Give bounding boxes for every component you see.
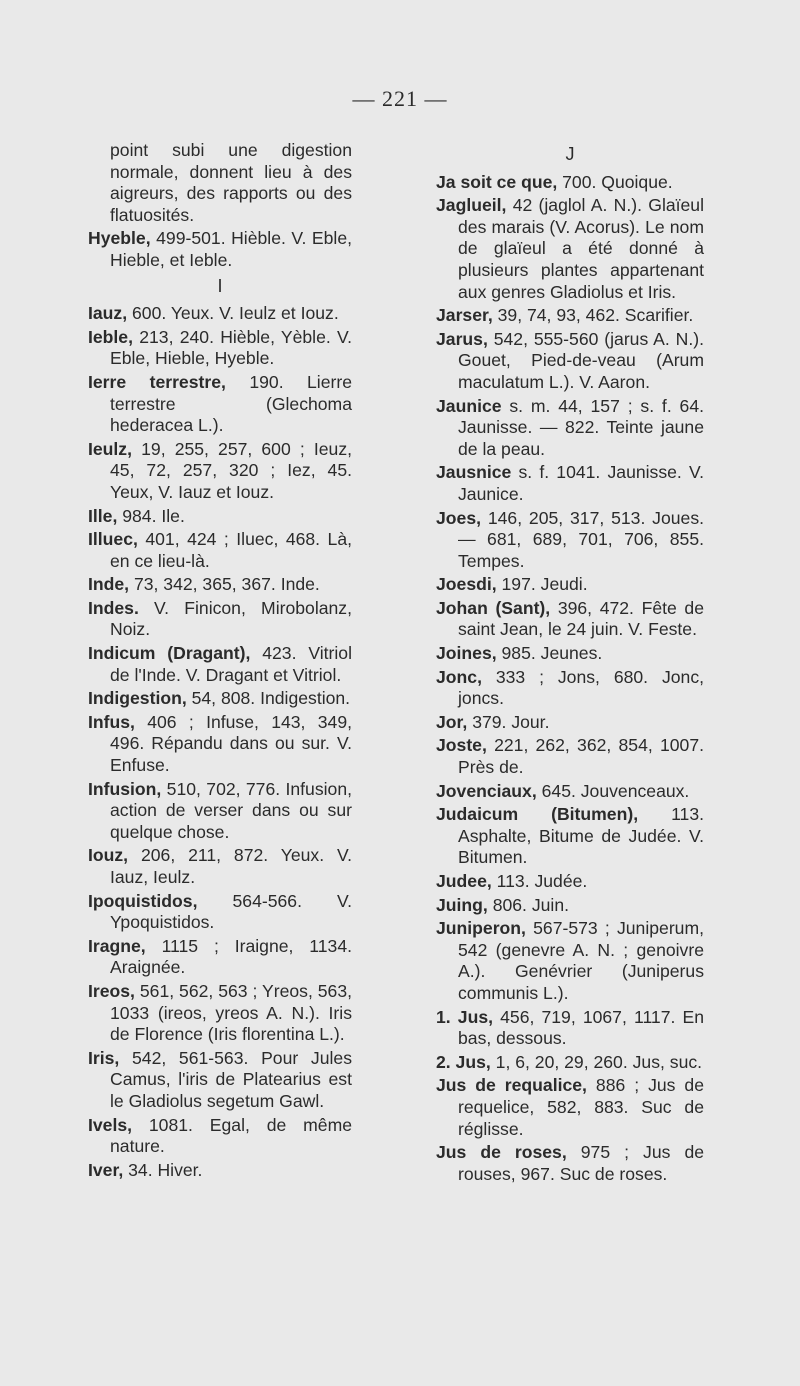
entry-text: 213, 240. Hièble, Yèble. V. Eble, Hieble, Hyeble.: [110, 326, 353, 369]
entry-headword: Ierre terrestre,: [88, 371, 226, 392]
dictionary-entry: [88, 1115, 352, 1158]
entry-headword: Ieulz,: [88, 438, 132, 459]
entry-text: 379. Jour.: [472, 711, 550, 732]
dictionary-entry: [88, 327, 352, 370]
entry-text: point subi une digestion normale, donnent lieu à des aigreurs, des rapports ou des flatuosités.: [110, 140, 352, 225]
left-column: [88, 140, 352, 1183]
section-letter-heading: I: [217, 275, 223, 296]
dictionary-entry: [436, 712, 704, 734]
entry-text: 1081. Egal, de même nature.: [110, 1114, 353, 1157]
entry-text: 396, 472. Fête de saint Jean, le 24 juin. V. Feste.: [458, 597, 704, 640]
dictionary-entry: [88, 891, 352, 934]
entry-headword: Joste,: [436, 735, 487, 756]
dictionary-entry: [88, 779, 352, 844]
entry-text: V. Finicon, Mirobolanz, Noiz.: [110, 597, 352, 640]
entry-text: 197. Jeudi.: [501, 574, 588, 595]
dictionary-entry: [88, 1160, 352, 1182]
entry-headword: Iauz,: [88, 303, 128, 324]
dictionary-entry: [88, 506, 352, 528]
dictionary-entry: [436, 462, 704, 505]
dictionary-entry: [436, 1075, 704, 1140]
entry-headword: Joesdi,: [436, 574, 497, 595]
section-letter-heading: J: [565, 144, 575, 164]
entry-text: 456, 719, 1067, 1117. En bas, dessous.: [458, 1006, 705, 1049]
dictionary-entry: [88, 228, 352, 271]
entry-text: 206, 211, 872. Yeux. V. Iauz, Ieulz.: [110, 845, 352, 887]
entry-headword: Indes.: [88, 597, 139, 618]
entry-headword: Infus,: [88, 711, 135, 732]
entry-text: 542, 561-563. Pour Jules Camus, l'iris de Platearius est le Gladiolus segetum Gawl.: [110, 1047, 353, 1111]
entry-headword: Indicum (Dragant),: [88, 643, 251, 664]
entry-text: s. m. 44, 157 ; s. f. 64. Jaunisse. — 822. Teinte jaune de la peau.: [458, 395, 704, 459]
entry-text: 542, 555-560 (jarus A. N.). Gouet, Pied-de-veau (Arum maculatum L.). V. Aaron.: [458, 328, 704, 392]
entry-text: 985. Jeunes.: [501, 643, 603, 664]
entry-text: 567-573 ; Juniperum, 542 (genevre A. N. ; genoivre A.). Genévrier (Juniperus communis L.).: [458, 918, 705, 1003]
entry-headword: Jaglueil,: [436, 195, 507, 216]
entry-headword: Ieble,: [88, 326, 133, 347]
entry-text: 510, 702, 776. Infusion, action de verser dans ou sur quelque chose.: [110, 778, 353, 842]
dictionary-entry: [88, 936, 352, 979]
entry-text: 73, 342, 365, 367. Inde.: [133, 574, 320, 595]
entry-text: 1, 6, 20, 29, 260. Jus, suc.: [495, 1051, 703, 1072]
dictionary-entry: [88, 598, 352, 641]
entry-headword: 2. Jus,: [436, 1051, 491, 1072]
dictionary-entry: [436, 172, 704, 194]
entry-headword: Johan (Sant),: [436, 597, 551, 618]
entry-headword: Jarser,: [436, 305, 493, 326]
entry-text: 406 ; Infuse, 143, 349, 496. Répandu dans ou sur. V. Enfuse.: [110, 711, 352, 776]
dictionary-entry: [88, 303, 352, 325]
right-column: [436, 140, 704, 1187]
entry-headword: Jus de requalice,: [436, 1075, 587, 1096]
entry-text: 42 (jaglol A. N.). Glaïeul des marais (V. Acorus). Le nom de glaïeul a été donné à plusieurs plantes appartenant aux genres Gladiolus et Iris.: [458, 195, 704, 302]
entry-headword: Joes,: [436, 507, 481, 528]
entry-text: 113. Asphalte, Bitume de Judée. V. Bitumen.: [458, 804, 705, 868]
entry-text: 423. Vitriol de l'Inde. V. Dragant et Vitriol.: [110, 643, 352, 685]
dictionary-entry: [88, 1048, 352, 1113]
dictionary-entry: [436, 643, 704, 665]
entry-headword: Joines,: [436, 643, 497, 664]
dictionary-entry: [436, 781, 704, 803]
dictionary-entry: [436, 804, 704, 869]
dictionary-entry: [436, 195, 704, 303]
entry-text: s. f. 1041. Jaunisse. V. Jaunice.: [458, 462, 704, 504]
dictionary-entry: [436, 1007, 704, 1050]
entry-headword: Judaicum (Bitumen),: [436, 804, 639, 825]
entry-headword: Juniperon,: [436, 918, 526, 939]
entry-continuation: [88, 140, 352, 226]
entry-headword: Illuec,: [88, 529, 138, 550]
entry-headword: Jarus,: [436, 328, 488, 349]
entry-headword: Jus de roses,: [436, 1142, 567, 1163]
dictionary-entry: [88, 981, 352, 1046]
dictionary-entry: [88, 845, 352, 888]
entry-text: 984. Ile.: [122, 505, 185, 526]
entry-headword: Iragne,: [88, 935, 146, 956]
dictionary-entry: [436, 574, 704, 596]
dictionary-entry: [88, 712, 352, 777]
dictionary-entry: [436, 598, 704, 641]
entry-headword: Infusion,: [88, 778, 162, 799]
entry-text: 886 ; Jus de requelice, 582, 883. Suc de réglisse.: [458, 1075, 704, 1139]
entry-headword: Judee,: [436, 871, 492, 891]
entry-headword: Ireos,: [88, 980, 135, 1001]
entry-text: 1115 ; Iraigne, 1134. Araignée.: [110, 935, 352, 978]
entry-text: 113. Judée.: [496, 871, 588, 891]
dictionary-entry: [436, 508, 704, 573]
entry-headword: 1. Jus,: [436, 1006, 493, 1027]
dictionary-entry: [436, 667, 704, 710]
dictionary-entry: [88, 439, 352, 504]
entry-text: 561, 562, 563 ; Yreos, 563, 1033 (ireos, yreos A. N.). Iris de Florence (Iris florentina L.).: [110, 980, 353, 1045]
dictionary-entry: [88, 574, 352, 596]
dictionary-entry: [88, 529, 352, 572]
entry-headword: Iouz,: [88, 845, 129, 866]
entry-text: 221, 262, 362, 854, 1007. Près de.: [458, 735, 704, 778]
dictionary-entry: [88, 643, 352, 686]
dictionary-entry: [436, 918, 704, 1004]
entry-headword: Ille,: [88, 505, 118, 526]
dictionary-entry: [88, 372, 352, 437]
entry-headword: Iris,: [88, 1047, 120, 1068]
entry-headword: Ipoquistidos,: [88, 890, 198, 911]
entry-headword: Jausnice: [436, 462, 512, 483]
entry-text: 806. Juin.: [492, 894, 569, 915]
entry-text: 499-501. Hièble. V. Eble, Hieble, et Ieble.: [110, 228, 353, 270]
entry-text: 401, 424 ; Iluec, 468. Là, en ce lieu-là.: [110, 529, 352, 571]
entry-text: 600. Yeux. V. Ieulz et Iouz.: [132, 303, 339, 324]
entry-headword: Indigestion,: [88, 688, 187, 709]
entry-text: 39, 74, 93, 462. Scarifier.: [497, 305, 694, 326]
entry-headword: Hyeble,: [88, 228, 151, 249]
entry-text: 333 ; Jons, 680. Jonc, joncs.: [458, 666, 705, 709]
dictionary-entry: [88, 688, 352, 710]
entry-text: 54, 808. Indigestion.: [191, 688, 351, 709]
entry-headword: Jor,: [436, 711, 468, 732]
entry-text: 190. Lierre terrestre (Glechoma hederacea L.).: [110, 371, 353, 436]
entry-text: 645. Jouvenceaux.: [541, 780, 690, 801]
entry-headword: Ivels,: [88, 1114, 133, 1135]
entry-headword: Inde,: [88, 574, 130, 595]
dictionary-entry: [436, 895, 704, 917]
entry-headword: Jovenciaux,: [436, 780, 537, 801]
entry-headword: Jaunice: [436, 395, 502, 416]
entry-text: 146, 205, 317, 513. Joues. — 681, 689, 701, 706, 855. Tempes.: [458, 507, 705, 571]
page-number: — 221 —: [352, 86, 448, 111]
entry-headword: Iver,: [88, 1159, 124, 1180]
entry-text: 700. Quoique.: [562, 171, 673, 192]
entry-headword: Juing,: [436, 894, 488, 915]
dictionary-entry: [436, 735, 704, 778]
dictionary-entry: [436, 305, 704, 327]
entry-text: 19, 255, 257, 600 ; Ieuz, 45, 72, 257, 320 ; Iez, 45. Yeux, V. Iauz et Iouz.: [110, 438, 353, 502]
dictionary-entry: [436, 1142, 704, 1185]
entry-text: 564-566. V. Ypoquistidos.: [110, 890, 352, 933]
entry-text: 975 ; Jus de rouses, 967. Suc de roses.: [458, 1142, 705, 1184]
dictionary-entry: [436, 396, 704, 461]
dictionary-entry: [436, 329, 704, 394]
dictionary-entry: [436, 871, 704, 893]
entry-headword: Jonc,: [436, 666, 482, 687]
entry-text: 34. Hiver.: [128, 1159, 203, 1180]
dictionary-entry: [436, 1052, 704, 1074]
entry-headword: Ja soit ce que,: [436, 171, 558, 192]
